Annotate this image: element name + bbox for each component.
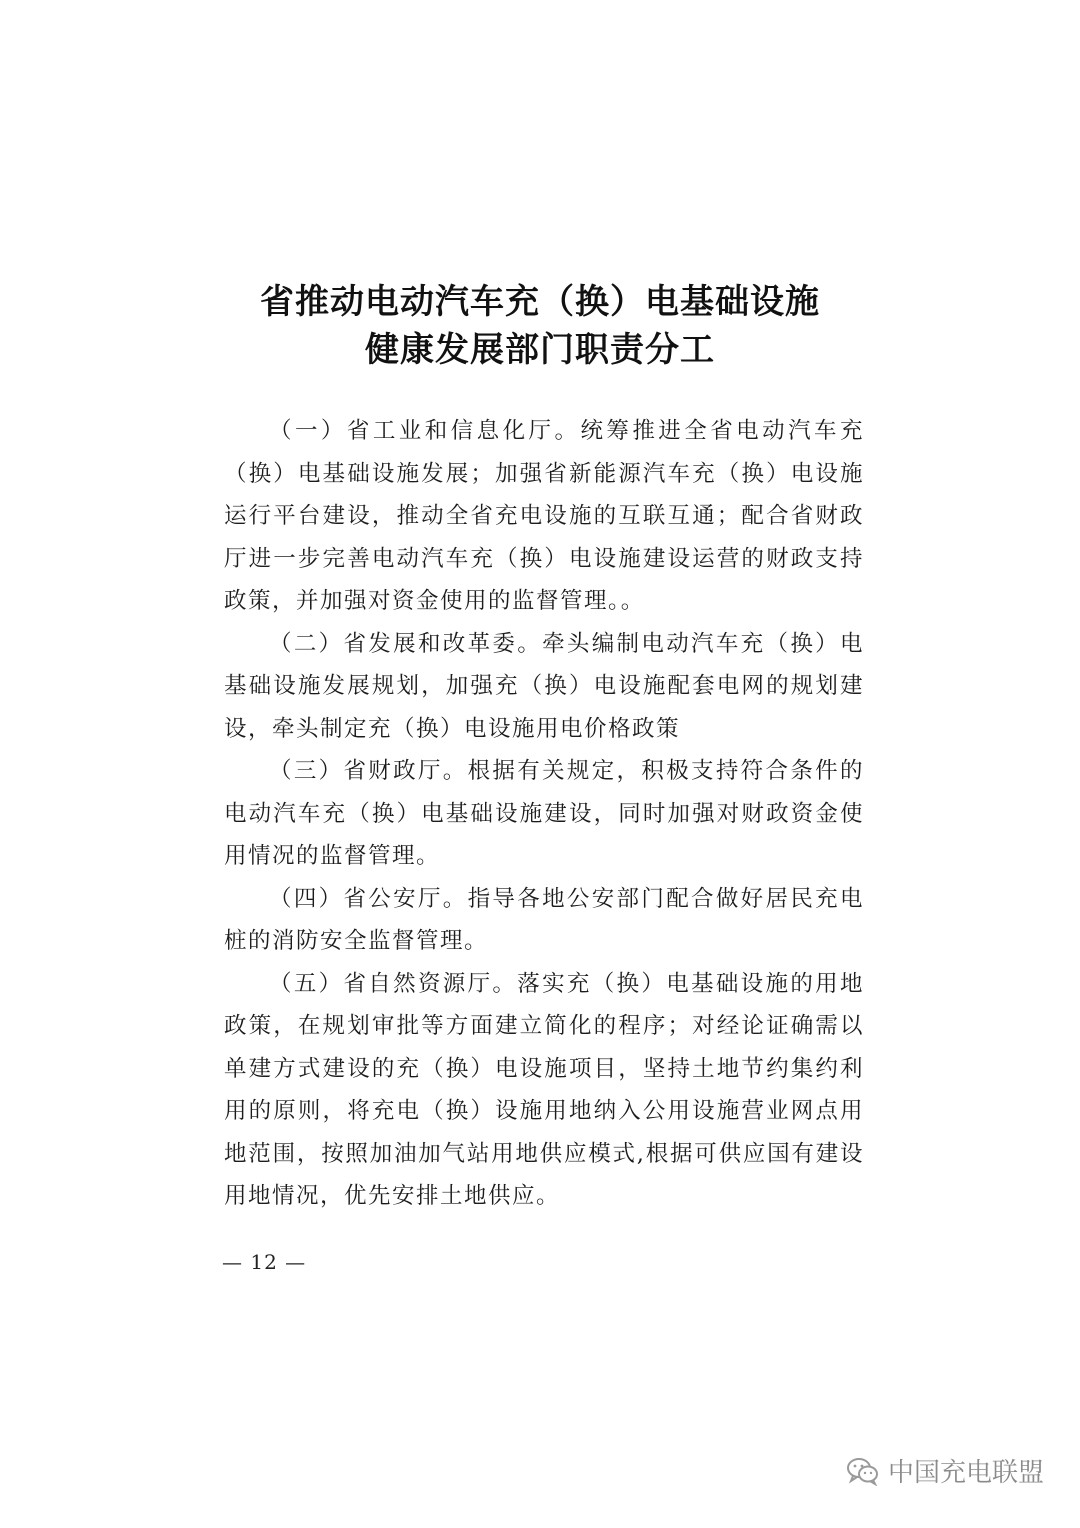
paragraph-4: （四）省公安厅。指导各地公安部门配合做好居民充电桩的消防安全监督管理。 (224, 885, 864, 954)
document-title-line2: 健康发展部门职责分工 (365, 330, 715, 370)
paragraph-3: （三）省财政厅。根据有关规定，积极支持符合条件的电动汽车充（换）电基础设施建设，同时加强对财政资金使用情况的监督管理。 (224, 758, 864, 869)
document-title-line1: 省推动电动汽车充（换）电基础设施 (260, 282, 820, 322)
wechat-icon (846, 1456, 880, 1486)
page-number: — 12 — (222, 1250, 307, 1274)
document-body (224, 410, 864, 1218)
watermark-text: 中国充电联盟 (887, 1458, 1044, 1488)
paragraph-5: （五）省自然资源厅。落实充（换）电基础设施的用地政策，在规划审批等方面建立简化的程序；对经论证确需以单建方式建设的充（换）电设施项目，坚持土地节约集约利用的原则，将充电（换）设施用地纳入公用设施营业网点用地范围，按照加油加气站用地供应模式,根据可供应国有建设用地情况，优先安排土地供应。 (224, 970, 864, 1209)
paragraph-2: （二）省发展和改革委。牵头编制电动汽车充（换）电基础设施发展规划，加强充（换）电设施配套电网的规划建设，牵头制定充（换）电设施用电价格政策 (224, 630, 864, 742)
watermark (846, 1452, 1044, 1489)
paragraph-1: （一）省工业和信息化厅。统筹推进全省电动汽车充（换）电基础设施发展；加强省新能源汽车充（换）电设施运行平台建设，推动全省充电设施的互联互通；配合省财政厅进一步完善电动汽车充（换）电设施建设运营的财政支持政策，并加强对资金使用的监督管理。。 (224, 418, 864, 614)
